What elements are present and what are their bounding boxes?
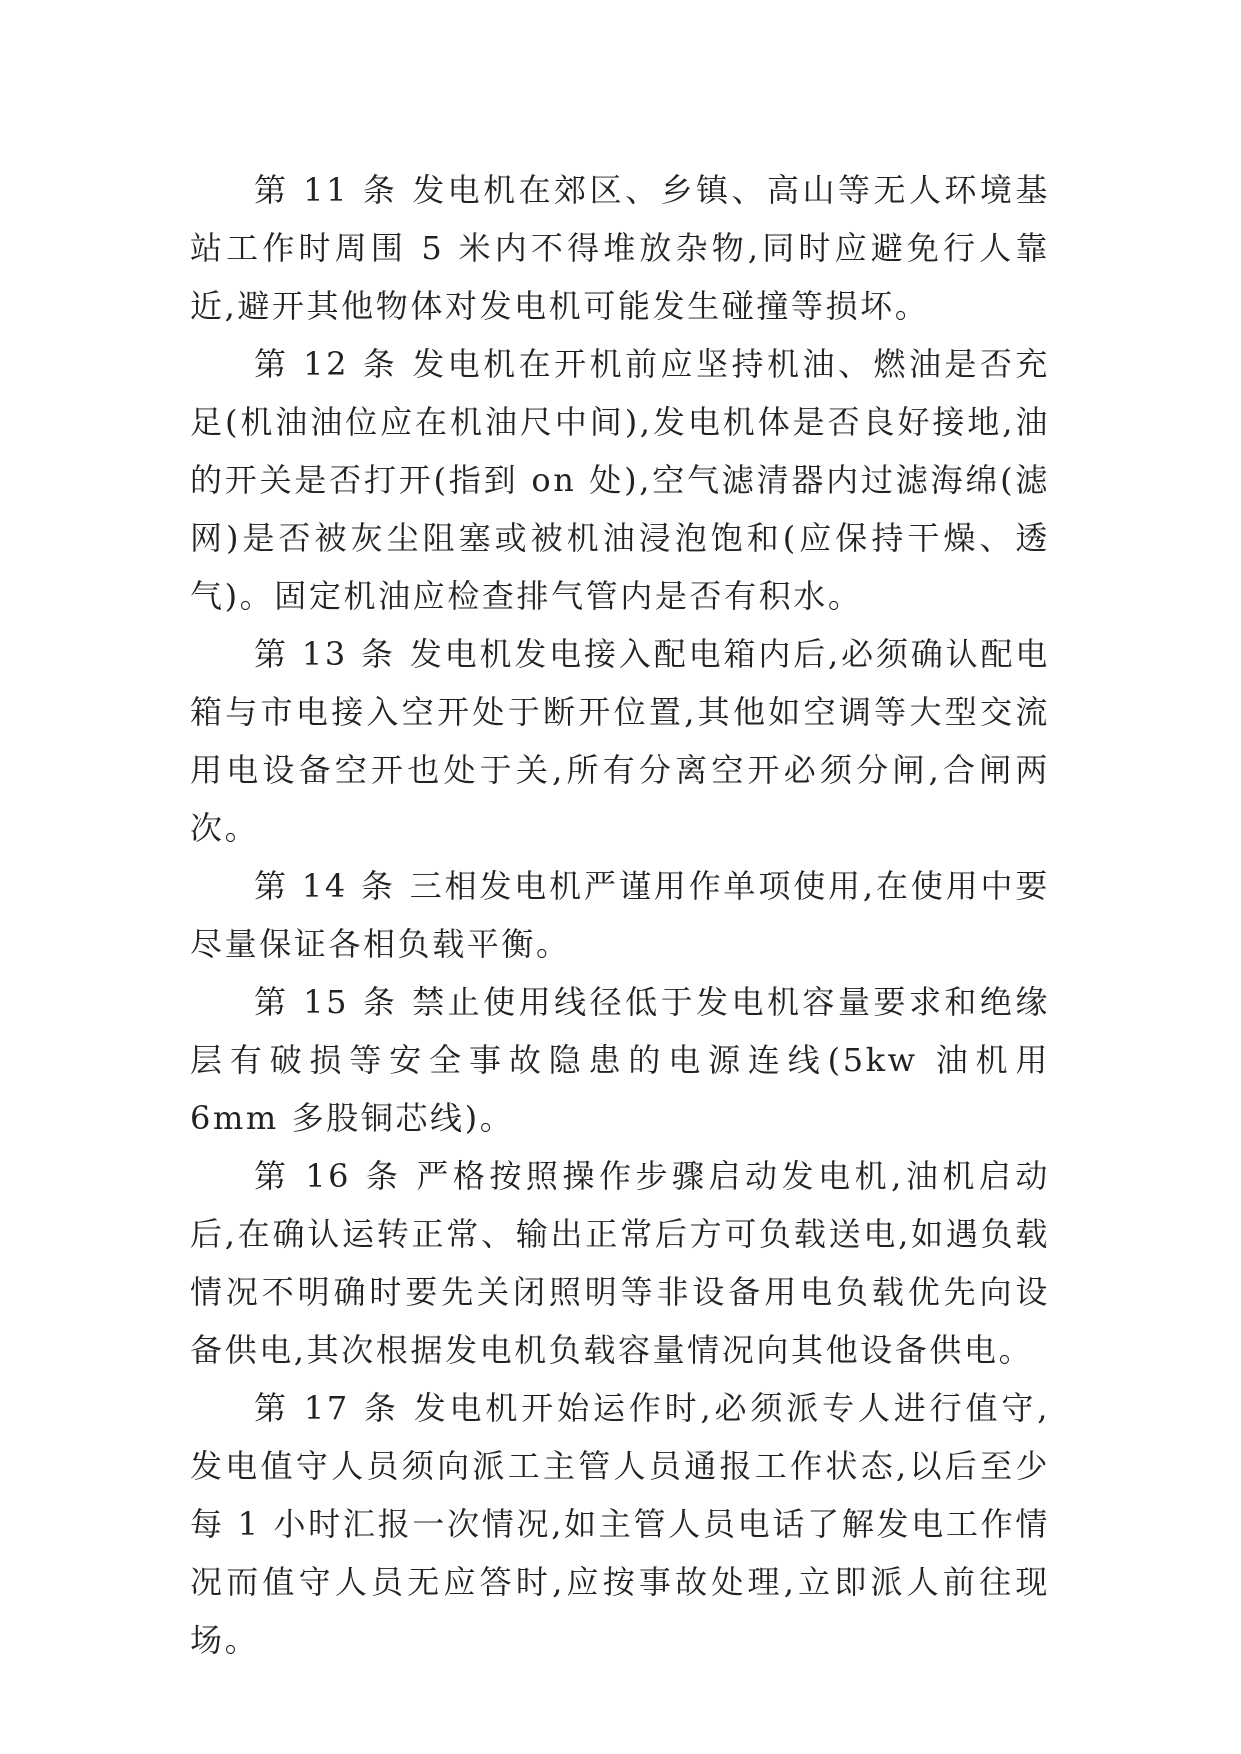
- article-text: 严格按照操作步骤启动发电机,油机启动后,在确认运转正常、输出正常后方可负载送电,如遇负载情况不明确时要先关闭照明等非设备用电负载优先向设备供电,其次根据发电机负载容量情况向其他设备供电。: [190, 1157, 1050, 1369]
- article-number: 第 12 条: [254, 345, 399, 383]
- article-text: 发电机开始运作时,必须派专人进行值守,发电值守人员须向派工主管人员通报工作状态,以后至少每 1 小时汇报一次情况,如主管人员电话了解发电工作情况而值守人员无应答时,应按事故处理,立即派人前往现场。: [190, 1389, 1050, 1659]
- article-text: 禁止使用线径低于发电机容量要求和绝缘层有破损等安全事故隐患的电源连线(5kw 油机用 6mm 多股铜芯线)。: [190, 983, 1050, 1137]
- article-14: [190, 857, 1050, 973]
- article-number: 第 17 条: [254, 1389, 400, 1427]
- article-text: 发电机在开机前应坚持机油、燃油是否充足(机油油位应在机油尺中间),发电机体是否良好接地,油的开关是否打开(指到 on 处),空气滤清器内过滤海绵(滤网)是否被灰尘阻塞或被机油浸泡饱和(应保持干燥、透气)。固定机油应检查排气管内是否有积水。: [190, 345, 1050, 615]
- article-16: [190, 1147, 1050, 1379]
- article-13: [190, 625, 1050, 857]
- article-text: 发电机发电接入配电箱内后,必须确认配电箱与市电接入空开处于断开位置,其他如空调等大型交流用电设备空开也处于关,所有分离空开必须分闸,合闸两次。: [190, 635, 1050, 847]
- article-number: 第 11 条: [254, 171, 399, 209]
- article-17: [190, 1379, 1050, 1669]
- article-text: 发电机在郊区、乡镇、高山等无人环境基站工作时周围 5 米内不得堆放杂物,同时应避免行人靠近,避开其他物体对发电机可能发生碰撞等损坏。: [190, 171, 1050, 325]
- article-15: [190, 973, 1050, 1147]
- article-number: 第 14 条: [254, 867, 396, 905]
- article-number: 第 16 条: [254, 1157, 403, 1195]
- article-number: 第 15 条: [254, 983, 399, 1021]
- article-12: [190, 335, 1050, 625]
- article-number: 第 13 条: [254, 635, 396, 673]
- document-body: [190, 161, 1050, 1669]
- article-11: [190, 161, 1050, 335]
- article-text: 三相发电机严谨用作单项使用,在使用中要尽量保证各相负载平衡。: [190, 867, 1050, 963]
